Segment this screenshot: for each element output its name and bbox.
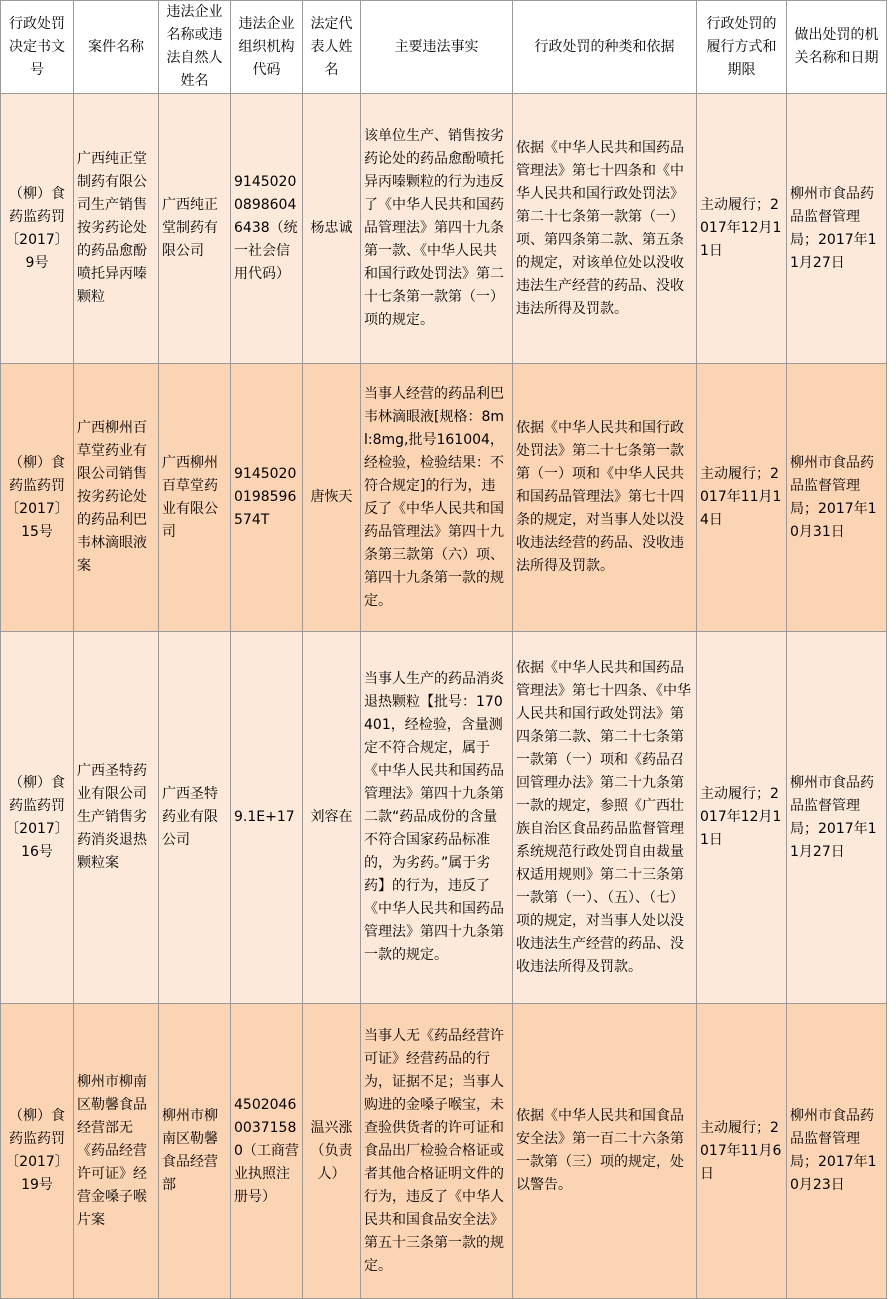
doc-no-cell: （柳）食药监药罚〔2017〕15号 xyxy=(1,364,74,632)
authority-cell: 柳州市食品药品监督管理局；2017年10月31日 xyxy=(787,364,887,632)
authority-cell: 柳州市食品药品监督管理局；2017年11月27日 xyxy=(787,94,887,364)
org-code-cell: 91450200198596574T xyxy=(231,364,303,632)
facts-cell: 该单位生产、销售按劣药论处的药品愈酚喷托异丙嗪颗粒的行为违反了《中华人民共和国药品管理法》第四十九条第一款、《中华人民共和国行政处罚法》第二十七条第一款第（一）项的规定。 xyxy=(361,94,513,364)
manner-cell: 主动履行；2017年12月11日 xyxy=(697,632,787,1004)
entity-cell: 广西纯正堂制药有限公司 xyxy=(159,94,231,364)
table-row xyxy=(1,94,887,364)
header-manner: 行政处罚的履行方式和期限 xyxy=(697,1,787,94)
table-row xyxy=(1,632,887,1004)
penalty-cell: 依据《中华人民共和国行政处罚法》第二十七条第一款第（一）项和《中华人民共和国药品管理法》第七十四条的规定，对当事人处以没收违法经营的药品、没收违法所得及罚款。 xyxy=(513,364,697,632)
representative-cell: 唐恢天 xyxy=(303,364,361,632)
org-code-cell: 914502008986046438（统一社会信用代码） xyxy=(231,94,303,364)
header-representative: 法定代表人姓名 xyxy=(303,1,361,94)
header-authority: 做出处罚的机关名称和日期 xyxy=(787,1,887,94)
doc-no-cell: （柳）食药监药罚〔2017〕16号 xyxy=(1,632,74,1004)
facts-cell: 当事人经营的药品利巴韦林滴眼液[规格：8ml:8mg,批号161004，经检验，检验结果：不符合规定]的行为，违反了《中华人民共和国药品管理法》第四十九条第三款第（六）项、第四十九条第一款的规定。 xyxy=(361,364,513,632)
representative-cell: 温兴涨（负责人） xyxy=(303,1004,361,1299)
case-name-cell: 广西纯正堂制药有限公司生产销售按劣药论处的药品愈酚喷托异丙嗪颗粒 xyxy=(74,94,159,364)
penalty-cell: 依据《中华人民共和国药品管理法》第七十四条、《中华人民共和国行政处罚法》第四条第二款、第二十七条第一款第（一）项和《药品召回管理办法》第二十九条第一款的规定，参照《广西壮族自治区食品药品监督管理系统规范行政处罚自由裁量权适用规则》第二十三条第一款第（一）、（五）、（七）项的规定，对当事人处以没收违法生产经营的药品、没收违法所得及罚款。 xyxy=(513,632,697,1004)
case-name-cell: 广西圣特药业有限公司生产销售劣药消炎退热颗粒案 xyxy=(74,632,159,1004)
penalty-cell: 依据《中华人民共和国食品安全法》第一百二十六条第一款第（三）项的规定，处以警告。 xyxy=(513,1004,697,1299)
facts-cell: 当事人无《药品经营许可证》经营药品的行为，证据不足；当事人购进的金嗓子喉宝，未查验供货者的许可证和食品出厂检验合格证或者其他合格证明文件的行为，违反了《中华人民共和国食品安全法》第五十三条第一款的规定。 xyxy=(361,1004,513,1299)
manner-cell: 主动履行；2017年11月14日 xyxy=(697,364,787,632)
table-row xyxy=(1,364,887,632)
org-code-cell: 450204600371580（工商营业执照注册号） xyxy=(231,1004,303,1299)
doc-no-cell: （柳）食药监药罚〔2017〕9号 xyxy=(1,94,74,364)
header-org-code: 违法企业组织机构代码 xyxy=(231,1,303,94)
header-doc-no: 行政处罚决定书文号 xyxy=(1,1,74,94)
representative-cell: 刘容在 xyxy=(303,632,361,1004)
authority-cell: 柳州市食品药品监督管理局；2017年10月23日 xyxy=(787,1004,887,1299)
org-code-cell: 9.1E+17 xyxy=(231,632,303,1004)
entity-cell: 广西柳州百草堂药业有限公司 xyxy=(159,364,231,632)
penalty-cell: 依据《中华人民共和国药品管理法》第七十四条和《中华人民共和国行政处罚法》第二十七条第一款第（一）项、第四条第二款、第五条的规定，对该单位处以没收违法生产经营的药品、没收违法所得及罚款。 xyxy=(513,94,697,364)
doc-no-cell: （柳）食药监药罚〔2017〕19号 xyxy=(1,1004,74,1299)
authority-cell: 柳州市食品药品监督管理局；2017年11月27日 xyxy=(787,632,887,1004)
entity-cell: 柳州市柳南区勒馨食品经营部 xyxy=(159,1004,231,1299)
representative-cell: 杨忠诚 xyxy=(303,94,361,364)
case-name-cell: 广西柳州百草堂药业有限公司销售按劣药论处的药品利巴韦林滴眼液案 xyxy=(74,364,159,632)
header-facts: 主要违法事实 xyxy=(361,1,513,94)
header-penalty: 行政处罚的种类和依据 xyxy=(513,1,697,94)
facts-cell: 当事人生产的药品消炎退热颗粒【批号：170401，经检验，含量测定不符合规定，属于《中华人民共和国药品管理法》第四十九条第二款“药品成份的含量不符合国家药品标准的，为劣药。”属于劣药】的行为，违反了《中华人民共和国药品管理法》第四十九条第一款的规定。 xyxy=(361,632,513,1004)
header-entity: 违法企业名称或违法自然人姓名 xyxy=(159,1,231,94)
header-case-name: 案件名称 xyxy=(74,1,159,94)
header-row xyxy=(1,1,887,94)
manner-cell: 主动履行；2017年12月11日 xyxy=(697,94,787,364)
case-name-cell: 柳州市柳南区勒馨食品经营部无《药品经营许可证》经营金嗓子喉片案 xyxy=(74,1004,159,1299)
manner-cell: 主动履行；2017年11月6日 xyxy=(697,1004,787,1299)
table-row xyxy=(1,1004,887,1299)
entity-cell: 广西圣特药业有限公司 xyxy=(159,632,231,1004)
